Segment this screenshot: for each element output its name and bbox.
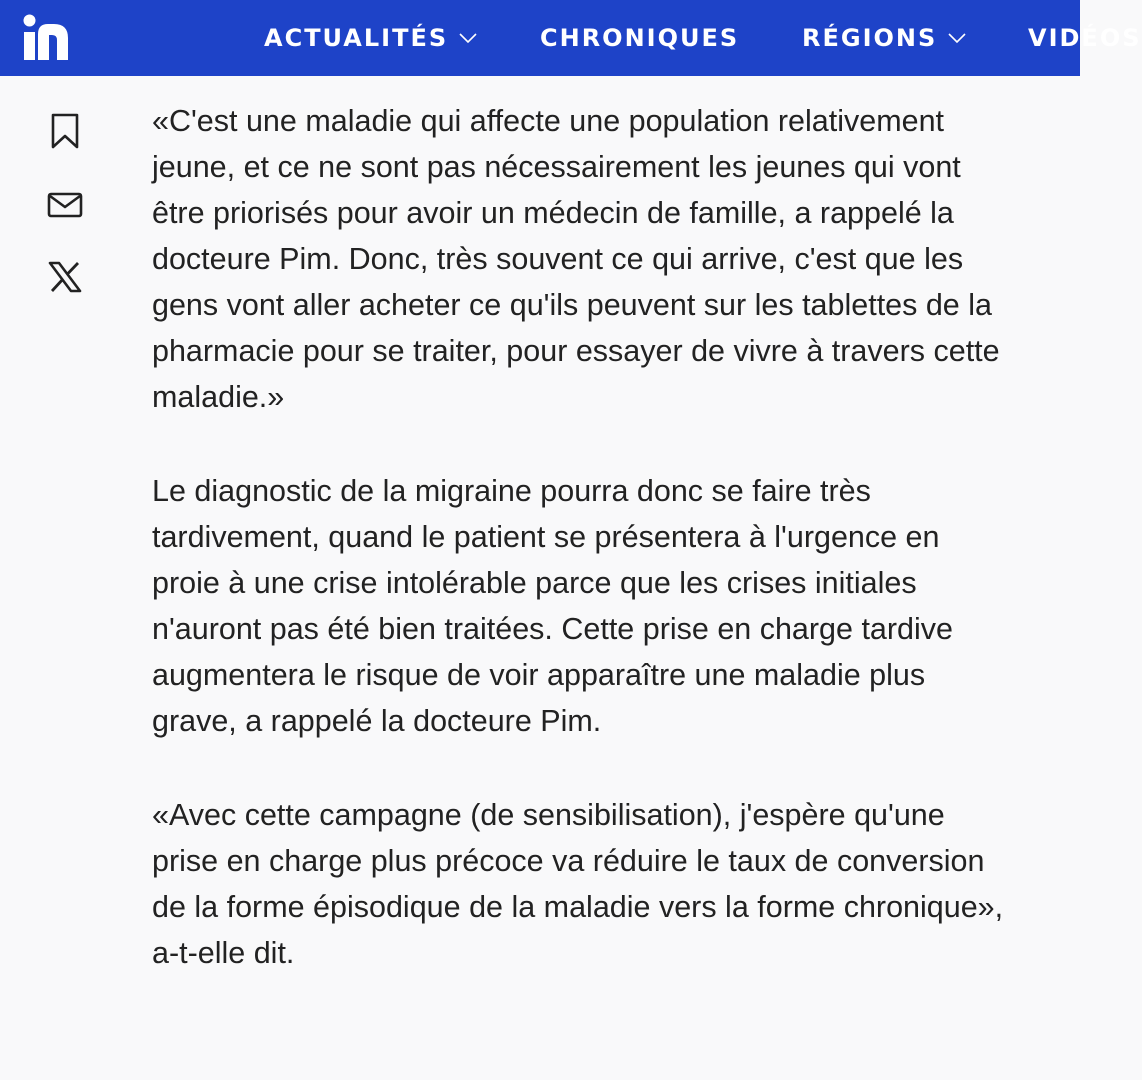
bookmark-button[interactable] bbox=[44, 110, 86, 152]
nav-item-chroniques[interactable] bbox=[540, 0, 739, 76]
article-paragraph: «C'est une maladie qui affecte une population relativement jeune, et ce ne sont pas nécessairement les jeunes qui vont être priorisés pour avoir un médecin de famille, a rappelé la docteure Pim. Donc, très souvent ce qui arrive, c'est que les gens vont aller acheter ce qu'ils peuvent sur les tablettes de la pharmacie pour se traiter, pour essayer de vivre à travers cette maladie.» bbox=[152, 104, 1000, 414]
chevron-down-icon bbox=[458, 32, 478, 44]
site-logo[interactable] bbox=[24, 14, 68, 60]
bookmark-icon bbox=[48, 112, 82, 150]
x-icon bbox=[48, 261, 82, 293]
nav-item-label: ACTUALITÉS bbox=[264, 24, 449, 52]
nav-item-label: VIDÉOS bbox=[1028, 24, 1142, 52]
nav-item-videos[interactable] bbox=[1028, 0, 1142, 76]
article-body bbox=[152, 98, 1012, 1024]
email-share-button[interactable] bbox=[44, 184, 86, 226]
x-share-button[interactable] bbox=[44, 256, 86, 298]
logo-mark bbox=[24, 14, 68, 60]
article-paragraph: «Avec cette campagne (de sensibilisation), j'espère qu'une prise en charge plus précoce va réduire le taux de conversion de la forme épisodique de la maladie vers la forme chronique», a-t-elle dit. bbox=[152, 798, 1004, 970]
article-paragraph: Le diagnostic de la migraine pourra donc se faire très tardivement, quand le patient se présentera à l'urgence en proie à une crise intolérable parce que les crises initiales n'auront pas été bien traitées. Cette prise en charge tardive augmentera le risque de voir apparaître une maladie plus grave, a rappelé la docteure Pim. bbox=[152, 474, 953, 738]
email-icon bbox=[47, 191, 83, 219]
nav-item-label: RÉGIONS bbox=[802, 24, 938, 52]
chevron-down-icon bbox=[947, 32, 967, 44]
nav-item-actualites[interactable] bbox=[264, 0, 478, 76]
nav-item-label: CHRONIQUES bbox=[540, 24, 740, 52]
nav-item-regions[interactable] bbox=[802, 0, 967, 76]
top-navbar bbox=[0, 0, 1142, 76]
